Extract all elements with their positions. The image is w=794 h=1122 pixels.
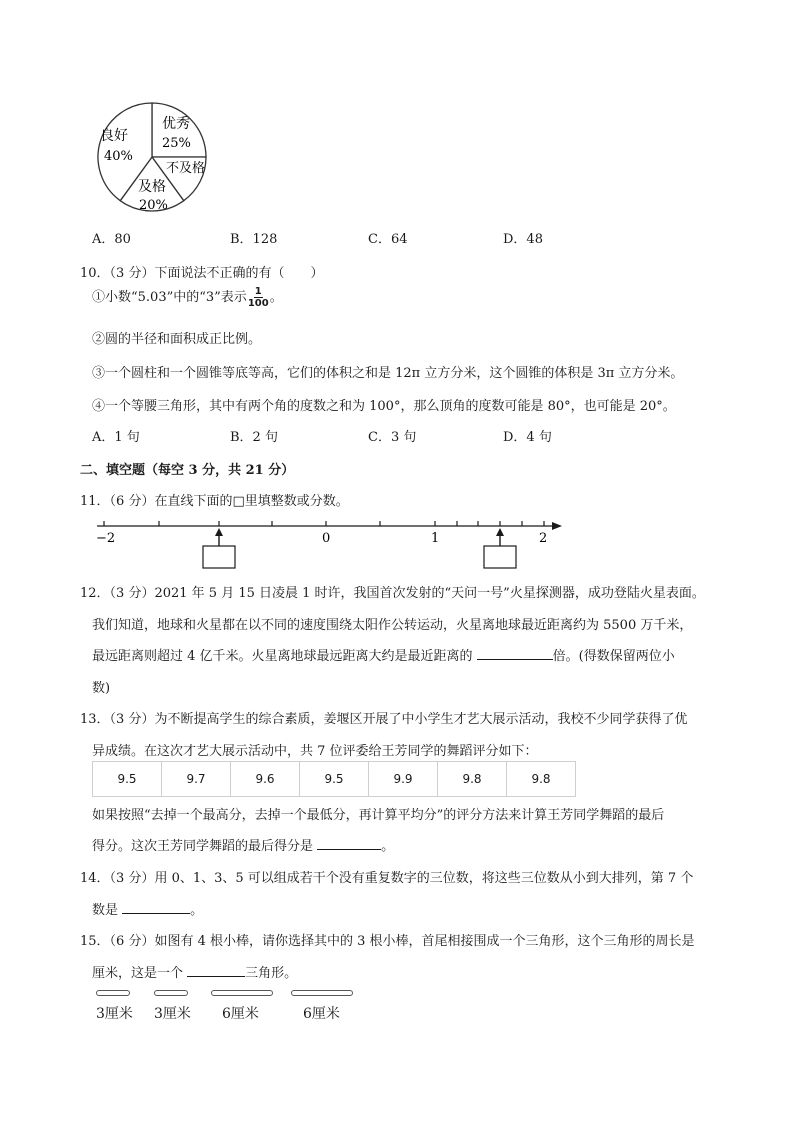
tick-label-1: 1 bbox=[431, 531, 440, 546]
score-cell: 9.5 bbox=[300, 762, 369, 797]
tick-label-0: 0 bbox=[322, 531, 331, 546]
q11-stem: 11．（6 分）在直线下面的□里填整数或分数。 bbox=[80, 494, 349, 509]
score-table bbox=[92, 761, 576, 797]
table-row bbox=[93, 762, 576, 797]
pie-label-liang-name: 良好 bbox=[100, 128, 128, 144]
q15-line-2: 厘米，这是一个 三角形。 bbox=[92, 966, 298, 981]
stick-label-2: 3厘米 bbox=[154, 1006, 191, 1022]
q12-line-2: 我们知道，地球和火星都在以不同的速度围绕太阳作公转运动，火星离地球最近距离约为 5500 万千米， bbox=[92, 618, 693, 633]
stick-1 bbox=[96, 990, 130, 996]
stick-label-4: 6厘米 bbox=[303, 1006, 340, 1022]
q12-line-4: 数) bbox=[92, 681, 111, 696]
q15-line-1: 15．（6 分）如图有 4 根小棒，请你选择其中的 3 根小棒，首尾相接围成一个三角形，这个三角形的周长是 bbox=[80, 934, 695, 949]
q9-option-a: A．80 bbox=[92, 232, 131, 247]
stick-label-3: 6厘米 bbox=[222, 1006, 259, 1022]
q9-option-d: D．48 bbox=[503, 232, 543, 247]
q9-option-b: B．128 bbox=[230, 232, 278, 247]
q15-blank[interactable] bbox=[187, 964, 245, 977]
q10-option-c: C．3 句 bbox=[368, 430, 417, 445]
q13-line-2: 异成绩。在这次才艺大展示活动中，共 7 位评委给王芳同学的舞蹈评分如下： bbox=[92, 744, 538, 759]
q9-option-c: C．64 bbox=[368, 232, 408, 247]
number-line bbox=[92, 512, 572, 572]
q10-statement-2: ②圆的半径和面积成正比例。 bbox=[92, 332, 262, 347]
q10-statement-3: ③一个圆柱和一个圆锥等底等高，它们的体积之和是 12π 立方分米，这个圆锥的体积是 3π 立方分米。 bbox=[92, 366, 684, 381]
pie-chart bbox=[92, 100, 222, 220]
pie-label-liang-pct: 40% bbox=[104, 149, 133, 164]
q10-stem: 10．（3 分）下面说法不正确的有（ ） bbox=[80, 266, 324, 281]
answer-box-2[interactable] bbox=[484, 546, 516, 568]
q10-statement-4: ④一个等腰三角形，其中有两个角的度数之和为 100°，那么顶角的度数可能是 80°，也可能是 20°。 bbox=[92, 399, 676, 414]
q14-blank[interactable] bbox=[122, 901, 190, 914]
stick-4 bbox=[291, 990, 353, 996]
q12-blank[interactable] bbox=[477, 647, 553, 660]
q10-option-d: D．4 句 bbox=[503, 430, 552, 445]
q13-line-4: 得分。这次王芳同学舞蹈的最后得分是 。 bbox=[92, 839, 395, 854]
pie-label-youxiu-name: 优秀 bbox=[162, 116, 190, 132]
pie-label-youxiu-pct: 25% bbox=[162, 136, 191, 151]
q10-s1-text: ①小数“5.03”中的“3”表示 bbox=[92, 290, 247, 305]
stick-2 bbox=[154, 990, 188, 996]
section-2-title: 二、填空题（每空 3 分，共 21 分） bbox=[80, 463, 295, 478]
score-cell: 9.8 bbox=[438, 762, 507, 797]
answer-box-1[interactable] bbox=[203, 546, 235, 568]
q10-statement-1: ①小数“5.03”中的“3”表示 $\frac{1}{100}$ 。 bbox=[92, 286, 283, 309]
q13-line-3: 如果按照“去掉一个最高分，去掉一个最低分，再计算平均分”的评分方法来计算王芳同学舞蹈的最后 bbox=[92, 808, 665, 823]
score-cell: 9.9 bbox=[369, 762, 438, 797]
tick-label-neg2: −2 bbox=[96, 531, 116, 546]
score-cell: 9.6 bbox=[231, 762, 300, 797]
q14-line-1: 14．（3 分）用 0、1、3、5 可以组成若干个没有重复数字的三位数，将这些三位数从小到大排列，第 7 个 bbox=[80, 871, 694, 886]
q14-line-2: 数是 。 bbox=[92, 903, 204, 918]
q12-line-1: 12．（3 分）2021 年 5 月 15 日凌晨 1 时许，我国首次发射的“天问一号”火星探测器，成功登陆火星表面。 bbox=[80, 586, 705, 601]
tick-label-2: 2 bbox=[539, 531, 548, 546]
arrow-2 bbox=[496, 528, 504, 546]
score-cell: 9.7 bbox=[162, 762, 231, 797]
q13-line-1: 13．（3 分）为不断提高学生的综合素质，姜堰区开展了中小学生才艺大展示活动，我校不少同学获得了优 bbox=[80, 712, 688, 727]
q10-option-b: B．2 句 bbox=[230, 430, 278, 445]
q13-blank[interactable] bbox=[317, 837, 381, 850]
score-cell: 9.5 bbox=[93, 762, 162, 797]
pie-label-jige-pct: 20% bbox=[139, 198, 168, 213]
pie-label-bujige-name: 不及格 bbox=[166, 161, 206, 176]
score-cell: 9.8 bbox=[507, 762, 576, 797]
q10-option-a: A．1 句 bbox=[92, 430, 140, 445]
arrow-1 bbox=[215, 528, 223, 546]
pie-label-jige-name: 及格 bbox=[138, 179, 166, 195]
q12-line-3: 最远距离则超过 4 亿千米。火星离地球最远距离大约是最近距离的 倍。(得数保留两位小 bbox=[92, 649, 675, 664]
stick-3 bbox=[211, 990, 273, 996]
stick-label-1: 3厘米 bbox=[96, 1006, 133, 1022]
fraction-1-100: $\frac{1}{100}$ bbox=[247, 286, 269, 309]
